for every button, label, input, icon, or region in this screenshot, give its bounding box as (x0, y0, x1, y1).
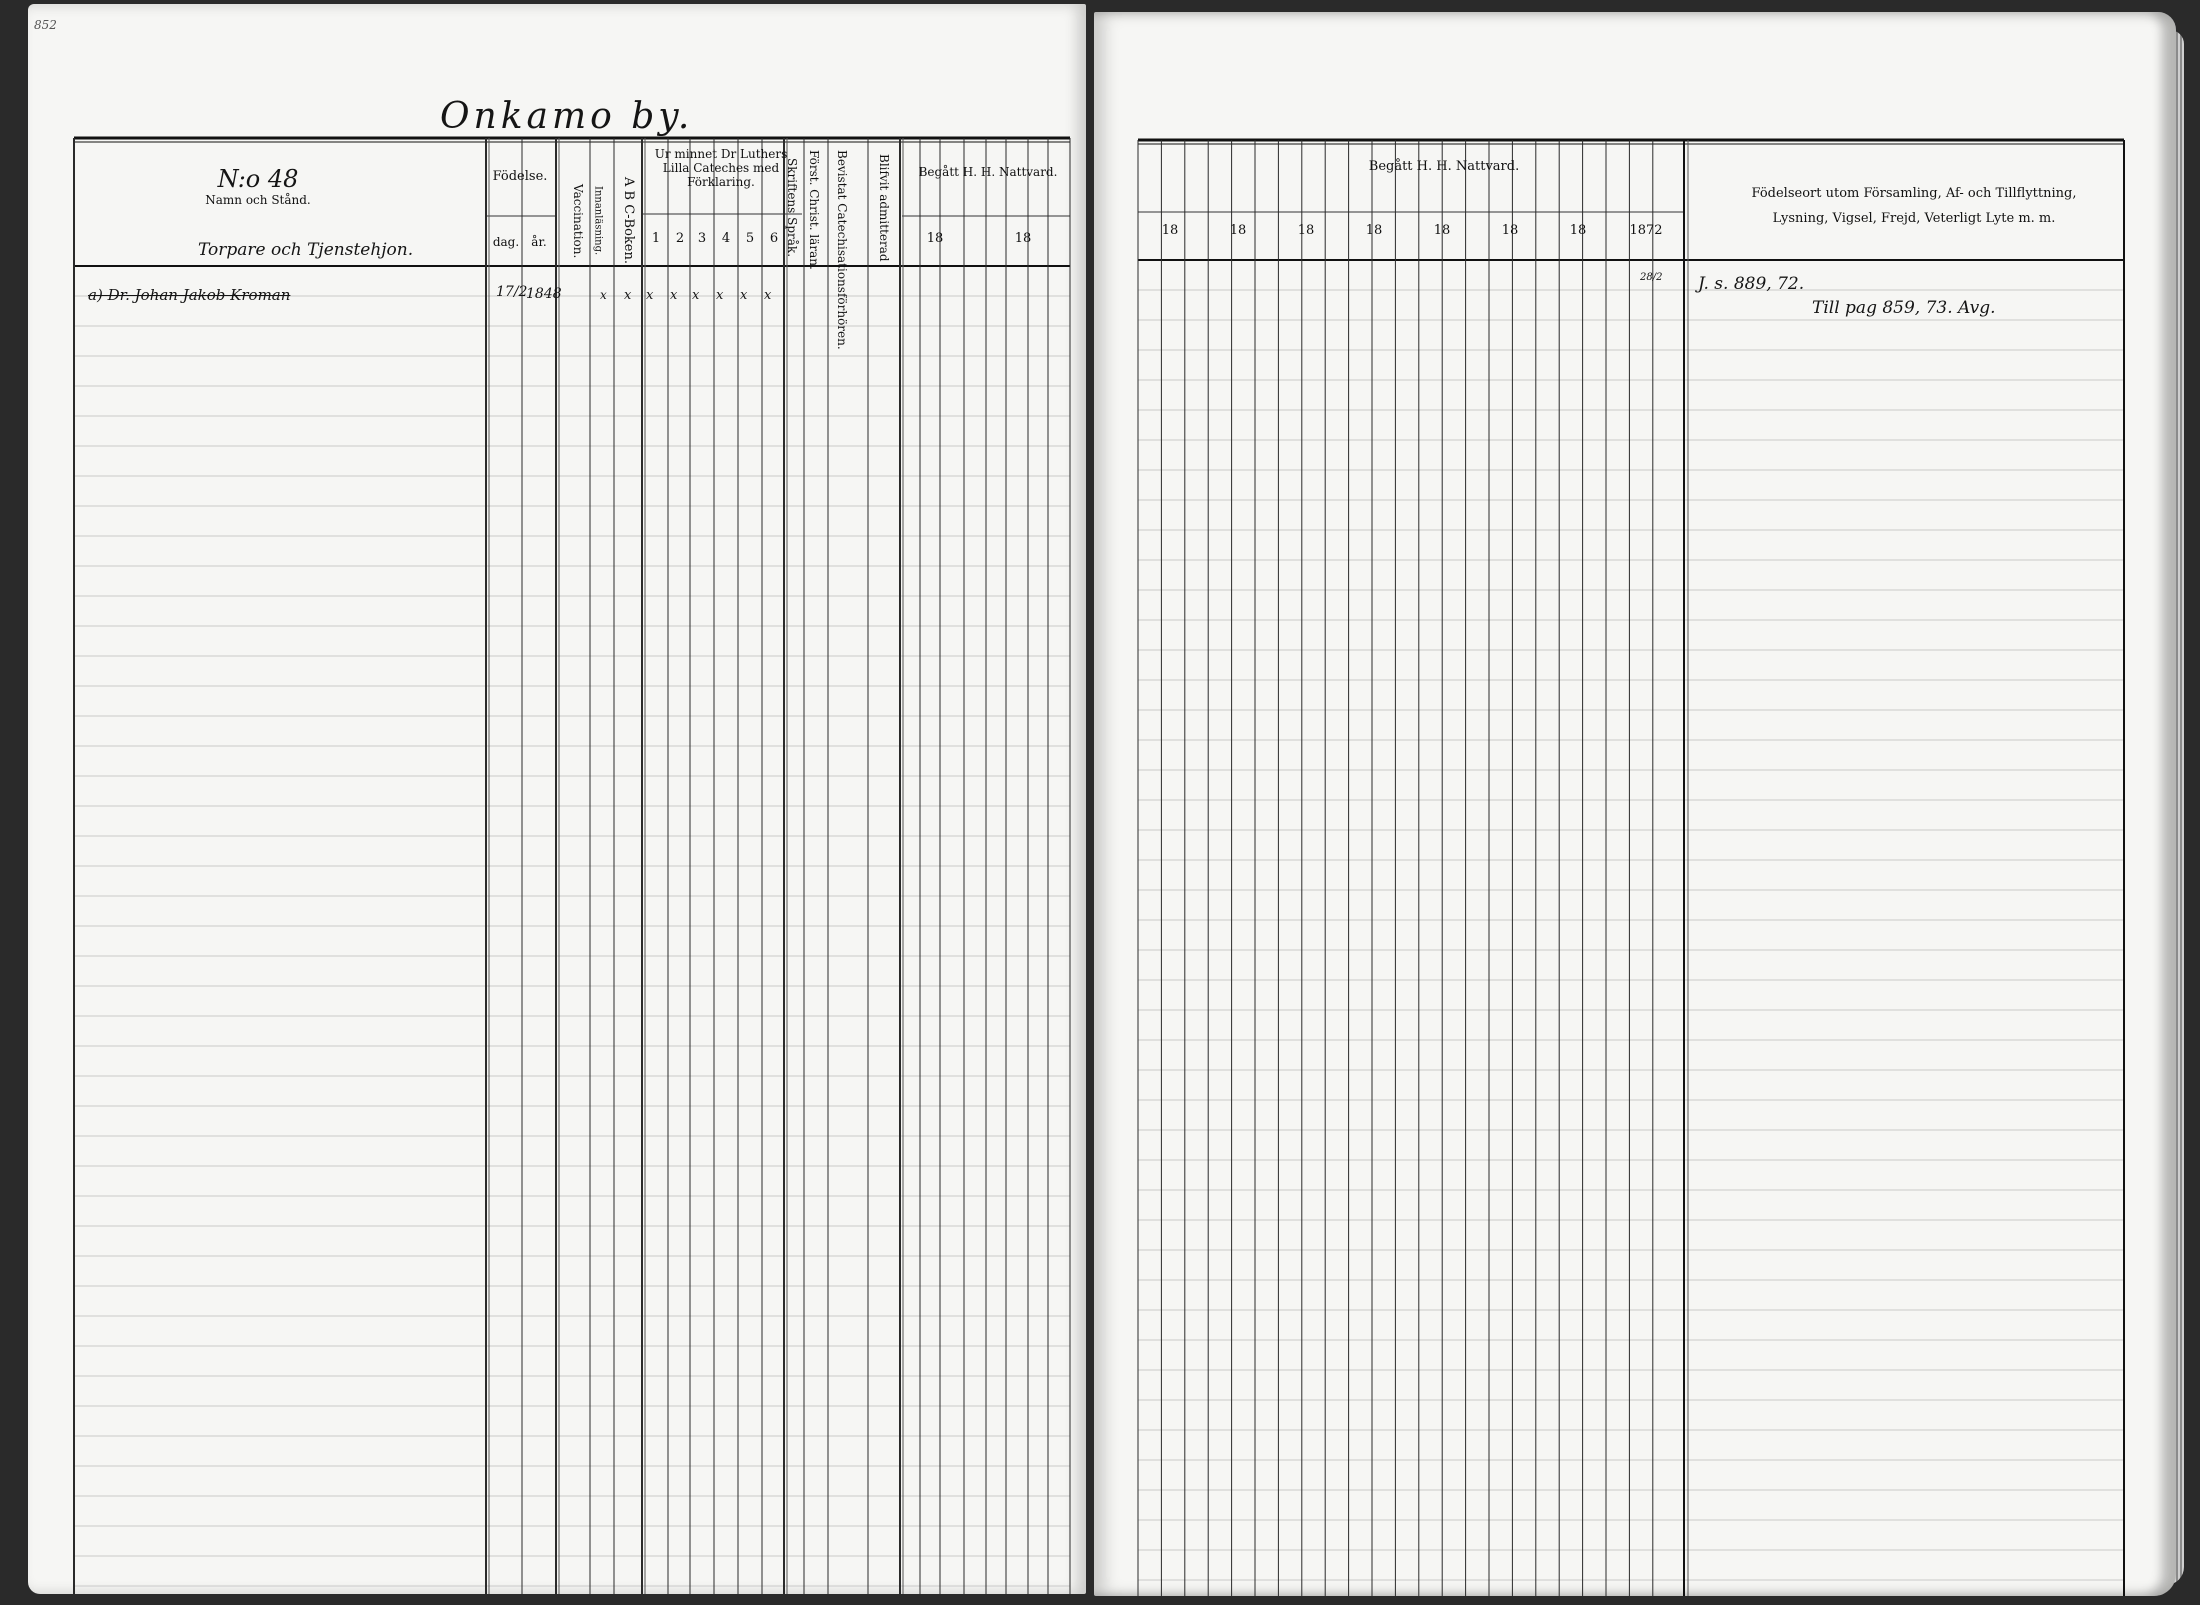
header-confirmation-class: Bevistat Catechisationsförhören. (834, 150, 849, 350)
entry-mark: x (716, 288, 724, 303)
entry-mark: x (646, 288, 654, 303)
communion-year: 18 (1433, 223, 1451, 238)
header-birth: Födelse. (492, 169, 548, 184)
entry-mark: x (624, 288, 632, 303)
entry-birth-year: 1848 (526, 286, 562, 302)
village-heading: Onkamo by. (440, 96, 694, 137)
header-name-stand (128, 166, 388, 207)
header-christian-teaching: Först. Christ. läran. (806, 150, 821, 270)
entry-mark: x (692, 288, 700, 303)
entry-mark: x (740, 288, 748, 303)
right-ruled-grid (1094, 12, 2176, 1596)
household-title: Torpare och Tjenstehjon. (198, 240, 414, 260)
catechism-part-6: 6 (769, 231, 779, 246)
communion-year-2: 18 (1014, 231, 1032, 246)
header-notes: Födelseort utom Församling, Af- och Tillflyttning, Lysning, Vigsel, Frejd, Veterligt Lyte m. m. (1751, 186, 2077, 226)
communion-year: 18 (1365, 223, 1383, 238)
header-birth-day: dag. (492, 235, 520, 249)
header-vaccination: Vaccination. (570, 183, 585, 259)
header-communion-right: Begått H. H. Nattvard. (1368, 159, 1520, 174)
header-admitted: Blifvit admitterad (876, 154, 891, 262)
communion-year: 18 (1229, 223, 1247, 238)
folio-number: 852 (34, 18, 57, 32)
left-ledger-page (28, 4, 1086, 1594)
right-ledger-page (1094, 12, 2176, 1596)
entry-note-2: Till pag 859, 73. Avg. (1812, 298, 1996, 318)
header-scripture: Skriftens Språk. (784, 158, 799, 258)
communion-year: 1872 (1629, 223, 1663, 238)
header-reading: Innanläsning. (592, 186, 604, 256)
entry-mark: x (670, 288, 678, 303)
catechism-part-3: 3 (697, 231, 707, 246)
header-abc-book: A B C-Boken. (620, 177, 636, 265)
communion-year: 18 (1297, 223, 1315, 238)
header-communion: Begått H. H. Nattvard. (918, 165, 1058, 179)
header-birth-year: år. (531, 235, 547, 249)
communion-year-1: 18 (926, 231, 944, 246)
communion-year: 18 (1569, 223, 1587, 238)
entry-birth-date: 17/2 (496, 284, 528, 300)
household-number: N:o 48 (217, 165, 299, 193)
entry-vaccination-mark: x (600, 288, 607, 302)
communion-year: 18 (1501, 223, 1519, 238)
entry-communion-mark: 28/2 (1640, 272, 1663, 283)
col-name-label: Namn och Stånd. (205, 192, 311, 207)
communion-year: 18 (1161, 223, 1179, 238)
entry-mark: x (764, 288, 772, 303)
catechism-part-2: 2 (675, 231, 685, 246)
catechism-part-1: 1 (651, 231, 661, 246)
catechism-part-5: 5 (745, 231, 755, 246)
entry-note-1: J. s. 889, 72. (1698, 274, 1805, 294)
entry-name: a) Dr. Johan Jakob Kroman (88, 286, 291, 304)
catechism-part-4: 4 (721, 231, 731, 246)
header-catechism: Ur minnet Dr Luthers Lilla Cateches med Förklaring. (654, 147, 788, 189)
